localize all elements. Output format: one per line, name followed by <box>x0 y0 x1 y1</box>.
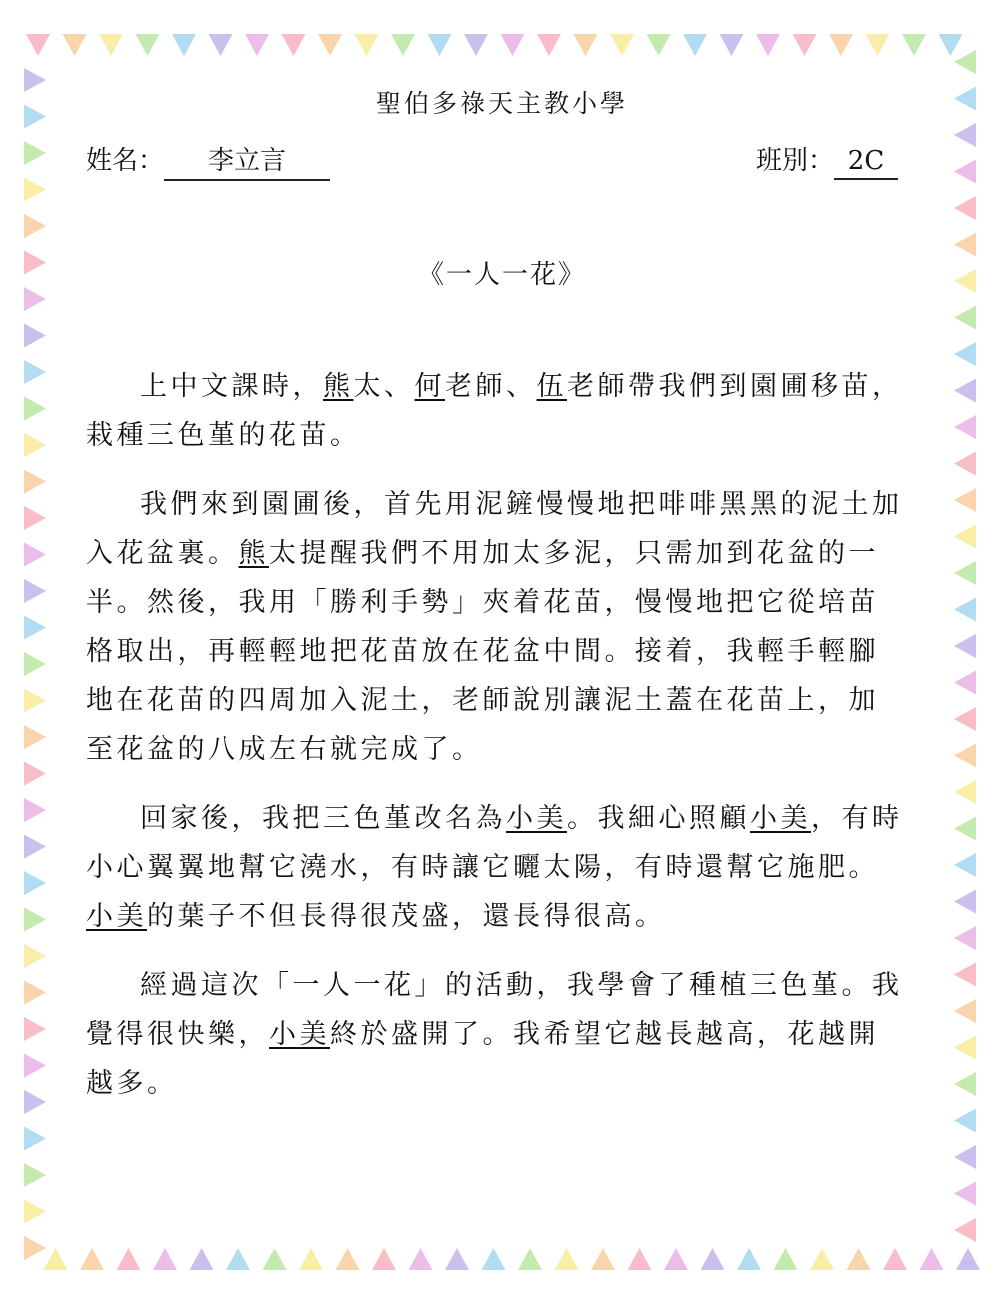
proper-name: 小美 <box>506 803 567 834</box>
proper-name: 何 <box>414 371 445 402</box>
proper-name: 小美 <box>750 803 811 834</box>
school-name: 聖伯多祿天主教小學 <box>375 89 628 118</box>
paragraph-text: 終於盛開了。我希望它越長越高，花越開越多。 <box>86 1019 879 1099</box>
proper-name: 伍 <box>536 371 567 402</box>
proper-name: 小美 <box>86 901 147 932</box>
essay-body <box>86 362 908 1128</box>
proper-name: 小美 <box>269 1019 330 1050</box>
student-name-field: 李立言 <box>164 140 330 181</box>
paragraph-text: 我們來到園圃後，首先用泥鏟慢慢地把啡啡黑黑的泥土加入花盆裏。 <box>86 489 903 569</box>
proper-name: 熊 <box>323 371 354 402</box>
paragraph-text: 上中文課時， <box>140 371 323 402</box>
paragraph-text: 老師、 <box>445 371 537 402</box>
class-label: 班別： <box>756 146 835 176</box>
name-label: 姓名： <box>86 146 165 176</box>
paragraph-text: 經過這次「一人一花」的活動，我學會了種植三色堇。我覺得很快樂， <box>86 970 903 1050</box>
paragraph-text: 的葉子不但長得很茂盛，還長得很高。 <box>147 901 666 932</box>
essay-paragraph <box>86 480 908 774</box>
paragraph-text: ，有時小心翼翼地幫它澆水，有時讓它曬太陽，有時還幫它施肥。 <box>86 803 903 883</box>
paragraph-text: 老師帶我們到園圃移苗，栽種三色堇的花苗。 <box>86 371 903 451</box>
paragraph-text: 太、 <box>353 371 415 402</box>
essay-paragraph <box>86 794 908 941</box>
class-row <box>756 140 898 180</box>
essay-title: 《一人一花》 <box>417 260 586 290</box>
student-name-row <box>86 140 330 181</box>
paragraph-text: 回家後，我把三色堇改名為 <box>140 803 506 834</box>
paragraph-text: 太提醒我們不用加太多泥，只需加到花盆的一半。然後，我用「勝利手勢」夾着花苗，慢慢地把它從培苗格取出，再輕輕地把花苗放在花盆中間。接着，我輕手輕腳地在花苗的四周加入泥土，老師說別讓泥土蓋在花苗上，加至花盆的八成左右就完成了。 <box>86 538 879 765</box>
paragraph-text: 。我細心照顧 <box>567 803 750 834</box>
class-field: 2C <box>834 146 898 180</box>
proper-name: 熊 <box>238 538 269 569</box>
essay-paragraph <box>86 362 908 460</box>
essay-paragraph <box>86 961 908 1108</box>
